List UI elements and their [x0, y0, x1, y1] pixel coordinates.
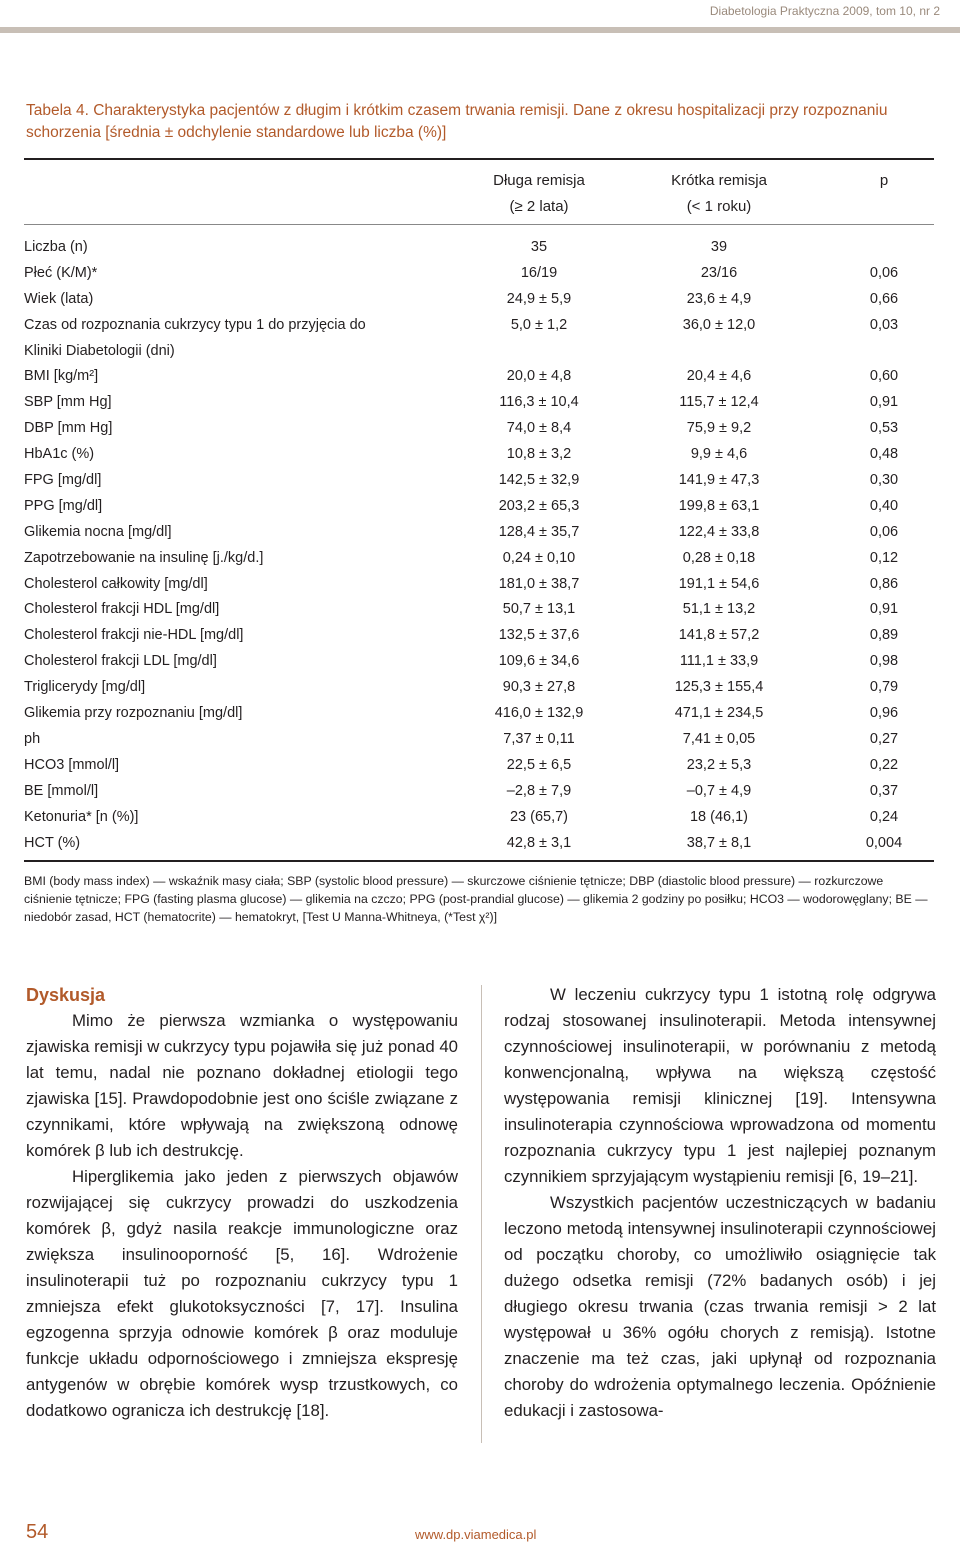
- table-row: [24, 753, 934, 779]
- table-bottom-rule: [24, 860, 934, 862]
- row-label: DBP [mm Hg]: [24, 420, 113, 437]
- row-label: SBP [mm Hg]: [24, 394, 112, 411]
- value-long: 90,3 ± 27,8: [502, 679, 576, 696]
- row-label: Wiek (lata): [24, 290, 94, 307]
- table-row: [24, 649, 934, 675]
- value-p: 0,06: [869, 523, 899, 540]
- value-short: 20,4 ± 4,6: [686, 368, 752, 385]
- row-label: PPG [mg/dl]: [24, 497, 103, 514]
- table-row: [24, 779, 934, 805]
- table-row: [24, 597, 934, 623]
- page-number: 54: [26, 1521, 49, 1543]
- table-row: [24, 675, 934, 701]
- value-p: 0,06: [869, 264, 899, 281]
- value-short: 23,6 ± 4,9: [686, 290, 752, 307]
- value-long: 42,8 ± 3,1: [506, 834, 572, 851]
- value-short: 199,8 ± 63,1: [678, 497, 760, 514]
- value-short: 141,9 ± 47,3: [678, 472, 760, 489]
- value-short: 191,1 ± 54,6: [678, 575, 760, 592]
- value-long: 142,5 ± 32,9: [498, 472, 580, 489]
- value-short: 111,1 ± 33,9: [679, 653, 759, 670]
- value-short: 75,9 ± 9,2: [686, 420, 752, 437]
- value-p: 0,12: [869, 549, 899, 566]
- table-row: [24, 572, 934, 598]
- value-short: 38,7 ± 8,1: [686, 834, 752, 851]
- row-label: Liczba (n): [24, 239, 88, 255]
- journal-header: Diabetologia Praktyczna 2009, tom 10, nr 2: [709, 4, 940, 18]
- col-short-title: Krótka remisja: [671, 172, 767, 189]
- table-row: [24, 261, 934, 287]
- row-label: FPG [mg/dl]: [24, 472, 102, 489]
- col-long-sub: (≥ 2 lata): [509, 198, 569, 215]
- row-label: HbA1c (%): [24, 446, 95, 463]
- value-long: 20,0 ± 4,8: [506, 368, 572, 385]
- value-p: 0,60: [869, 368, 899, 385]
- value-long: 132,5 ± 37,6: [498, 627, 580, 644]
- value-long: 416,0 ± 132,9: [494, 705, 584, 722]
- table-row: [24, 623, 934, 649]
- value-short: 125,3 ± 155,4: [674, 679, 764, 696]
- footer-url[interactable]: www.dp.viamedica.pl: [415, 1527, 537, 1542]
- value-short: 18 (46,1): [689, 808, 749, 825]
- value-short: 51,1 ± 13,2: [682, 601, 756, 618]
- value-p: 0,91: [869, 394, 899, 411]
- value-short: 471,1 ± 234,5: [674, 705, 764, 722]
- value-long: 109,6 ± 34,6: [498, 653, 580, 670]
- value-p: 0,27: [869, 730, 899, 747]
- value-long: 74,0 ± 8,4: [506, 420, 572, 437]
- value-short: 39: [710, 239, 728, 255]
- row-label: Czas od rozpoznania cukrzycy typu 1 do przyjęcia do Kliniki Diabetologii (dni): [24, 316, 366, 359]
- value-p: 0,91: [869, 601, 899, 618]
- row-label: Triglicerydy [mg/dl]: [24, 679, 146, 696]
- value-p: 0,98: [869, 653, 899, 670]
- table-body: [24, 235, 934, 856]
- article-right-column: [504, 982, 936, 1424]
- value-p: 0,96: [869, 705, 899, 722]
- value-long: 50,7 ± 13,1: [502, 601, 576, 618]
- value-long: 128,4 ± 35,7: [498, 523, 580, 540]
- table-row: [24, 805, 934, 831]
- value-long: –2,8 ± 7,9: [506, 782, 572, 799]
- value-long: 35: [530, 239, 548, 255]
- value-long: 7,37 ± 0,11: [503, 730, 575, 747]
- row-label: Cholesterol frakcji nie-HDL [mg/dl]: [24, 627, 244, 644]
- value-short: 23,2 ± 5,3: [686, 756, 752, 773]
- value-long: 203,2 ± 65,3: [498, 497, 580, 514]
- table-row: [24, 390, 934, 416]
- value-p: 0,89: [869, 627, 899, 644]
- value-long: 116,3 ± 10,4: [499, 394, 579, 411]
- row-label: Ketonuria* [n (%)]: [24, 808, 139, 825]
- value-p: 0,79: [869, 679, 899, 696]
- table-row: [24, 520, 934, 546]
- value-short: 0,28 ± 0,18: [682, 549, 756, 566]
- row-label: Zapotrzebowanie na insulinę [j./kg/d.]: [24, 549, 264, 566]
- header-rule: [0, 27, 960, 33]
- row-label: Płeć (K/M)*: [24, 264, 98, 281]
- value-short: –0,7 ± 4,9: [686, 782, 752, 799]
- table-header: [24, 168, 934, 218]
- value-short: 115,7 ± 12,4: [679, 394, 759, 411]
- value-p: 0,22: [869, 756, 899, 773]
- value-short: 122,4 ± 33,8: [678, 523, 760, 540]
- col-short-remission: [604, 168, 834, 220]
- row-label: Cholesterol całkowity [mg/dl]: [24, 575, 208, 592]
- row-label: HCO3 [mmol/l]: [24, 756, 120, 773]
- table-footnote: BMI (body mass index) — wskaźnik masy ciała; SBP (systolic blood pressure) — skurczowe ciśnienie tętnicze; DBP (diastolic blood pressure) — rozkurczowe ciśnienie tętnicze; FPG (fasting plasma glucose) — glikemia na czczo; PPG (post-prandial glucose) — glikemia 2 godziny po posiłku; HCO3 — wodorowęglany; BE — niedobór zasad, HCT (hematocrite) — hematokryt, [Test U Manna-Whitneya, (*Test χ²)]: [24, 874, 928, 924]
- table-row: [24, 287, 934, 313]
- table-row: [24, 727, 934, 753]
- row-label: Cholesterol frakcji HDL [mg/dl]: [24, 601, 220, 618]
- col-short-sub: (< 1 roku): [686, 198, 752, 215]
- value-long: 10,8 ± 3,2: [506, 446, 572, 463]
- table-row: [24, 546, 934, 572]
- row-label: Glikemia przy rozpoznaniu [mg/dl]: [24, 705, 243, 722]
- value-p: 0,004: [865, 834, 903, 851]
- value-long: 5,0 ± 1,2: [510, 316, 568, 333]
- col-p: p: [879, 172, 889, 189]
- paragraph: Wszystkich pacjentów uczestniczących w badaniu leczono metodą intensywnej insulinoterapii czynnościowej od początku choroby, co umożliwiło osiągnięcie tak dużego odsetka remisji (72% badanych osób) i jej długiego okresu trwania (czas trwania remisji > 2 lat występował u 36% ogółu chorych z remisją). Istotne znaczenie ma też czas, jaki upłynął od rozpoznania choroby do wdrożenia optymalnego leczenia. Opóźnienie edukacji i zastosowa-: [504, 1193, 936, 1420]
- paragraph: Hiperglikemia jako jeden z pierwszych objawów rozwijającej się cukrzycy prowadzi do uszkodzenia komórek β, gdyż nasila reakcje immunologiczne oraz zwiększa insulinooporność [5, 16]. Wdrożenie insulinoterapii tuż po rozpoznaniu cukrzycy typu 1 zmniejsza efekt glukotoksyczności [7, 17]. Insulina egzogenna sprzyja odnowie komórek β oraz moduluje funkcje układu odpornościowego i zmniejsza ekspresję antygenów w obrębie komórek wysp trzustkowych, co dodatkowo ogranicza ich destrukcję [18].: [26, 1167, 458, 1420]
- value-short: 9,9 ± 4,6: [690, 446, 748, 463]
- row-label: Cholesterol frakcji LDL [mg/dl]: [24, 653, 217, 670]
- table-row: [24, 701, 934, 727]
- table-row: [24, 416, 934, 442]
- table-row: [24, 494, 934, 520]
- value-short: 23/16: [700, 264, 738, 281]
- value-long: 23 (65,7): [509, 808, 569, 825]
- table-row: [24, 364, 934, 390]
- row-label: Glikemia nocna [mg/dl]: [24, 523, 172, 540]
- row-label: BMI [kg/m²]: [24, 368, 99, 385]
- value-long: 0,24 ± 0,10: [502, 549, 576, 566]
- paragraph: Mimo że pierwsza wzmianka o występowaniu zjawiska remisji w cukrzycy typu pojawiła się już ponad 40 lat temu, nadal nie poznano dokładnej etiologii tego zjawiska [15]. Prawdopodobnie jest ono ściśle związane z czynnikami, które wpływają na zwiększoną odnowę komórek β lub ich destrukcję.: [26, 1011, 458, 1160]
- row-label: BE [mmol/l]: [24, 782, 99, 799]
- value-p: 0,30: [869, 472, 899, 489]
- table-row: [24, 468, 934, 494]
- row-label: HCT (%): [24, 834, 81, 851]
- value-p: 0,37: [869, 782, 899, 799]
- value-p: 0,40: [869, 497, 899, 514]
- article-left-column: [26, 982, 458, 1424]
- row-label: ph: [24, 730, 41, 747]
- section-title: Dyskusja: [26, 985, 106, 1005]
- value-p: 0,86: [869, 575, 899, 592]
- value-long: 181,0 ± 38,7: [498, 575, 580, 592]
- table-row: [24, 831, 934, 857]
- value-short: 141,8 ± 57,2: [678, 627, 760, 644]
- table-caption: Tabela 4. Charakterystyka pacjentów z długim i krótkim czasem trwania remisji. Dane z okresu hospitalizacji przy rozpoznaniu schorzenia [średnia ± odchylenie standardowe lub liczba (%)]: [26, 102, 888, 141]
- value-p: 0,53: [869, 420, 899, 437]
- value-p: 0,48: [869, 446, 899, 463]
- value-p: 0,03: [869, 316, 899, 333]
- value-short: 7,41 ± 0,05: [682, 730, 756, 747]
- table-top-rule: [24, 158, 934, 160]
- value-long: 16/19: [520, 264, 558, 281]
- table-row: [24, 235, 934, 261]
- column-divider: [481, 985, 482, 1443]
- value-p: 0,24: [869, 808, 899, 825]
- col-long-title: Długa remisja: [493, 172, 585, 189]
- table-header-rule: [24, 224, 934, 225]
- table-row: [24, 442, 934, 468]
- value-long: 24,9 ± 5,9: [506, 290, 572, 307]
- value-long: 22,5 ± 6,5: [506, 756, 572, 773]
- table-row: [24, 313, 934, 365]
- value-short: 36,0 ± 12,0: [682, 316, 756, 333]
- paragraph: W leczeniu cukrzycy typu 1 istotną rolę odgrywa rodzaj stosowanej insulinoterapii. Metoda intensywnej czynnościowej insulinoterapii, w porównaniu z metodą konwencjonalną, wpływa na większą częstość występowania remisji klinicznej [19]. Intensywna insulinoterapia czynnościowa wprowadzona od momentu rozpoznania cukrzycy typu 1 jest najlepiej poznanym czynnikiem sprzyjającym wystąpieniu remisji [6, 19–21].: [504, 985, 936, 1186]
- value-p: 0,66: [869, 290, 899, 307]
